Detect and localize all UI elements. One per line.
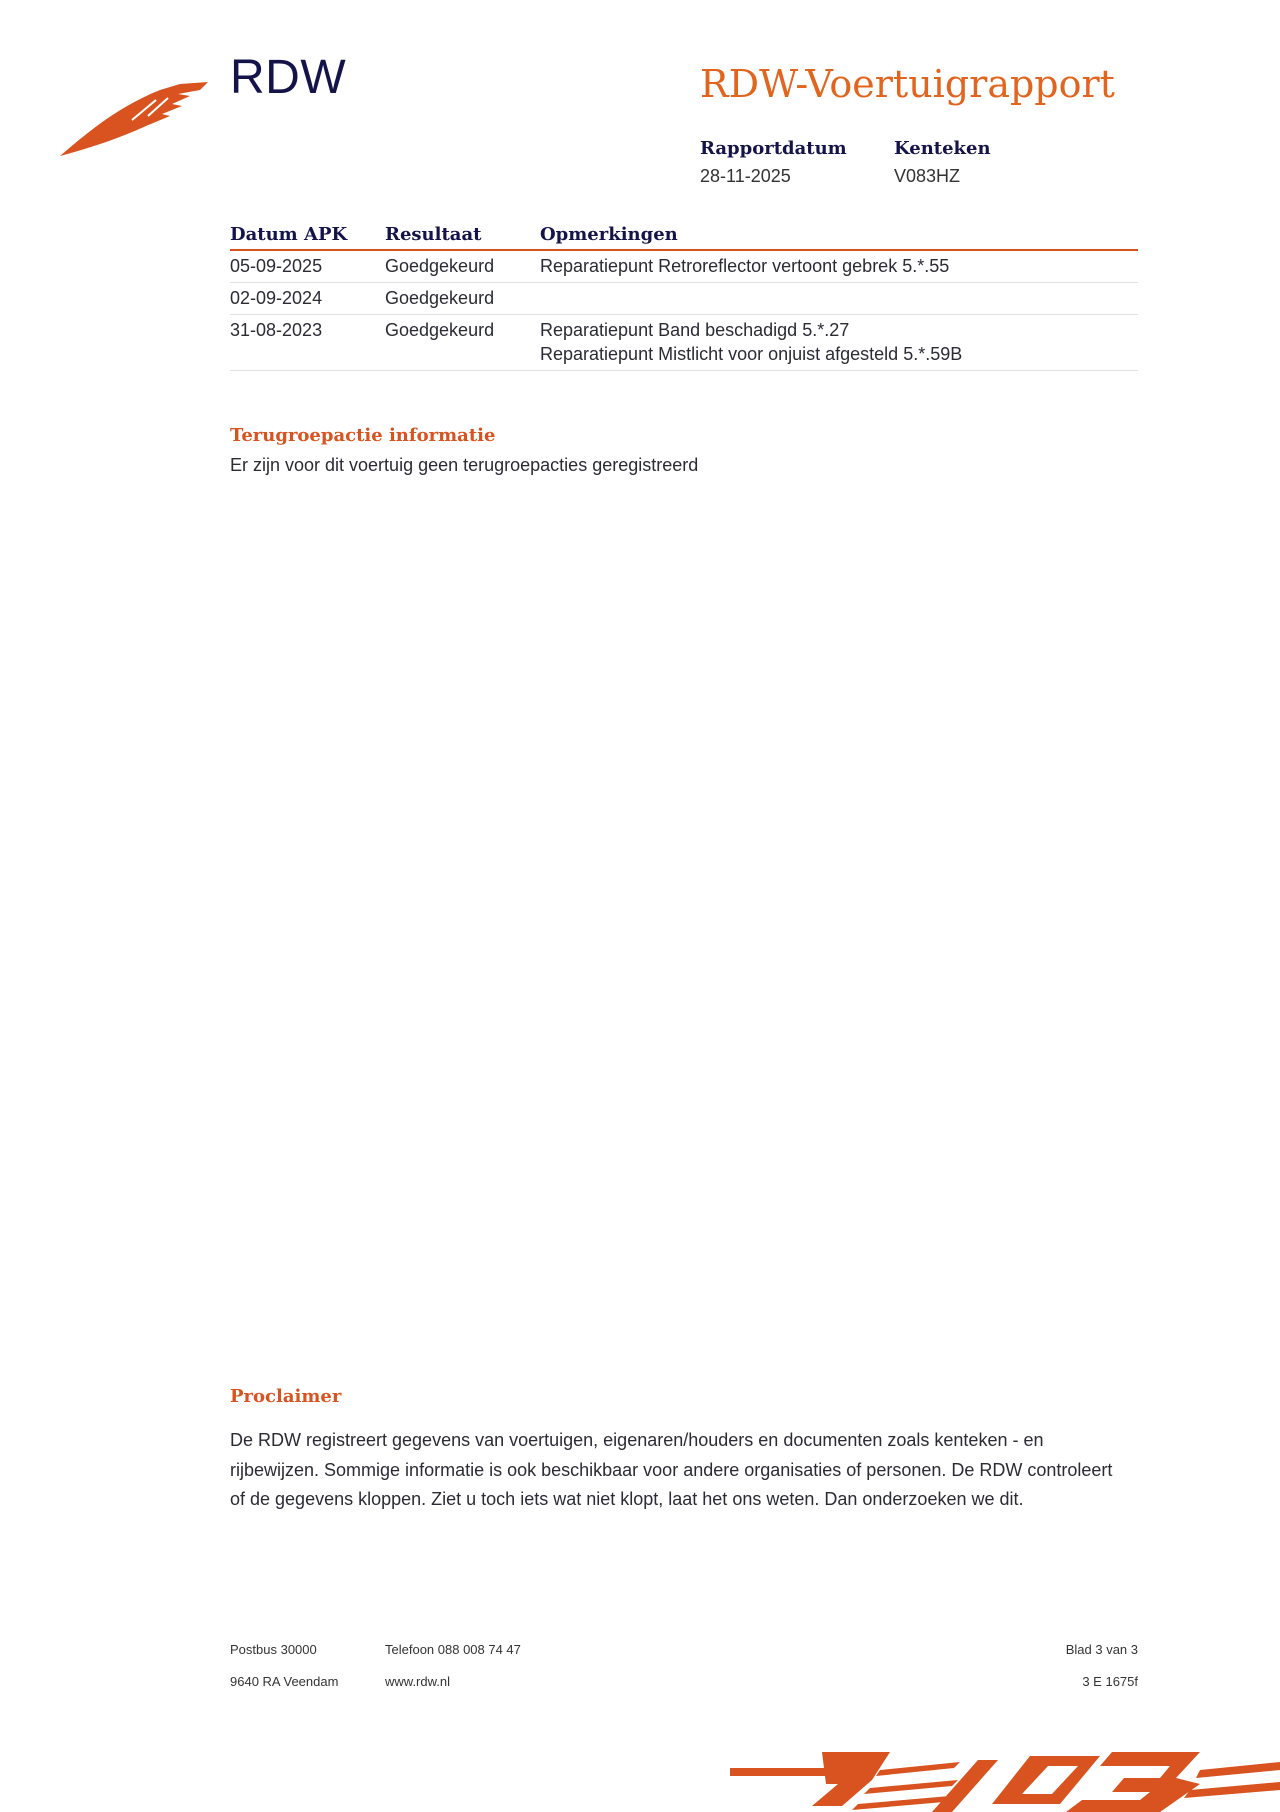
footer-postbus: Postbus 30000: [230, 1642, 317, 1657]
footer-website: www.rdw.nl: [385, 1674, 451, 1689]
apk-result: Goedgekeurd: [385, 250, 540, 283]
table-row: [230, 250, 1138, 283]
proclaimer-text: De RDW registreert gegevens van voertuigen, eigenaren/houders en documenten zoals kenteken - en rijbewijzen. Sommige informatie is ook beschikbaar voor andere organisaties of personen. De RDW controleert of de gegevens kloppen. Ziet u toch iets wat niet klopt, laat het ons weten. Dan onderzoeken we dit.: [230, 1430, 1113, 1509]
apk-remarks: [540, 283, 1138, 315]
column-header-remarks: Opmerkingen: [540, 224, 1138, 250]
license-plate-value: V083HZ: [894, 166, 961, 186]
column-header-date: Datum APK: [230, 224, 385, 250]
footer-page-number: Blad 3 van 3: [1065, 1642, 1138, 1657]
column-header-result: Resultaat: [385, 224, 540, 250]
proclaimer-heading: Proclaimer: [230, 1386, 342, 1407]
decorative-stripes-icon: [730, 1740, 1280, 1812]
apk-table: [230, 224, 1138, 371]
logo-text: RDW: [230, 51, 347, 104]
apk-date: 02-09-2024: [230, 283, 385, 315]
table-row: [230, 315, 1138, 371]
report-date-label: Rapportdatum: [700, 138, 847, 159]
rdw-logo-icon: [60, 80, 210, 160]
apk-result: Goedgekeurd: [385, 315, 540, 371]
footer-document-code: 3 E 1675f: [1082, 1674, 1138, 1689]
footer-phone: Telefoon 088 008 74 47: [385, 1642, 521, 1657]
apk-date: 05-09-2025: [230, 250, 385, 283]
footer-city: 9640 RA Veendam: [230, 1674, 339, 1689]
report-title: RDW-Voertuigrapport: [700, 62, 1115, 106]
license-plate-label: Kenteken: [894, 138, 991, 159]
remark-line: Reparatiepunt Retroreflector vertoont gebrek 5.*.55: [540, 256, 950, 276]
apk-result: Goedgekeurd: [385, 283, 540, 315]
apk-remarks: [540, 250, 1138, 283]
remark-line: Reparatiepunt Mistlicht voor onjuist afgesteld 5.*.59B: [540, 344, 963, 364]
table-row: [230, 283, 1138, 315]
recall-heading: Terugroepactie informatie: [230, 425, 496, 446]
apk-date: 31-08-2023: [230, 315, 385, 371]
recall-text: Er zijn voor dit voertuig geen terugroepacties geregistreerd: [230, 455, 699, 475]
report-date-value: 28-11-2025: [700, 166, 791, 186]
apk-table-header: [230, 224, 1138, 250]
apk-remarks: [540, 315, 1138, 371]
remark-line: Reparatiepunt Band beschadigd 5.*.27: [540, 320, 850, 340]
